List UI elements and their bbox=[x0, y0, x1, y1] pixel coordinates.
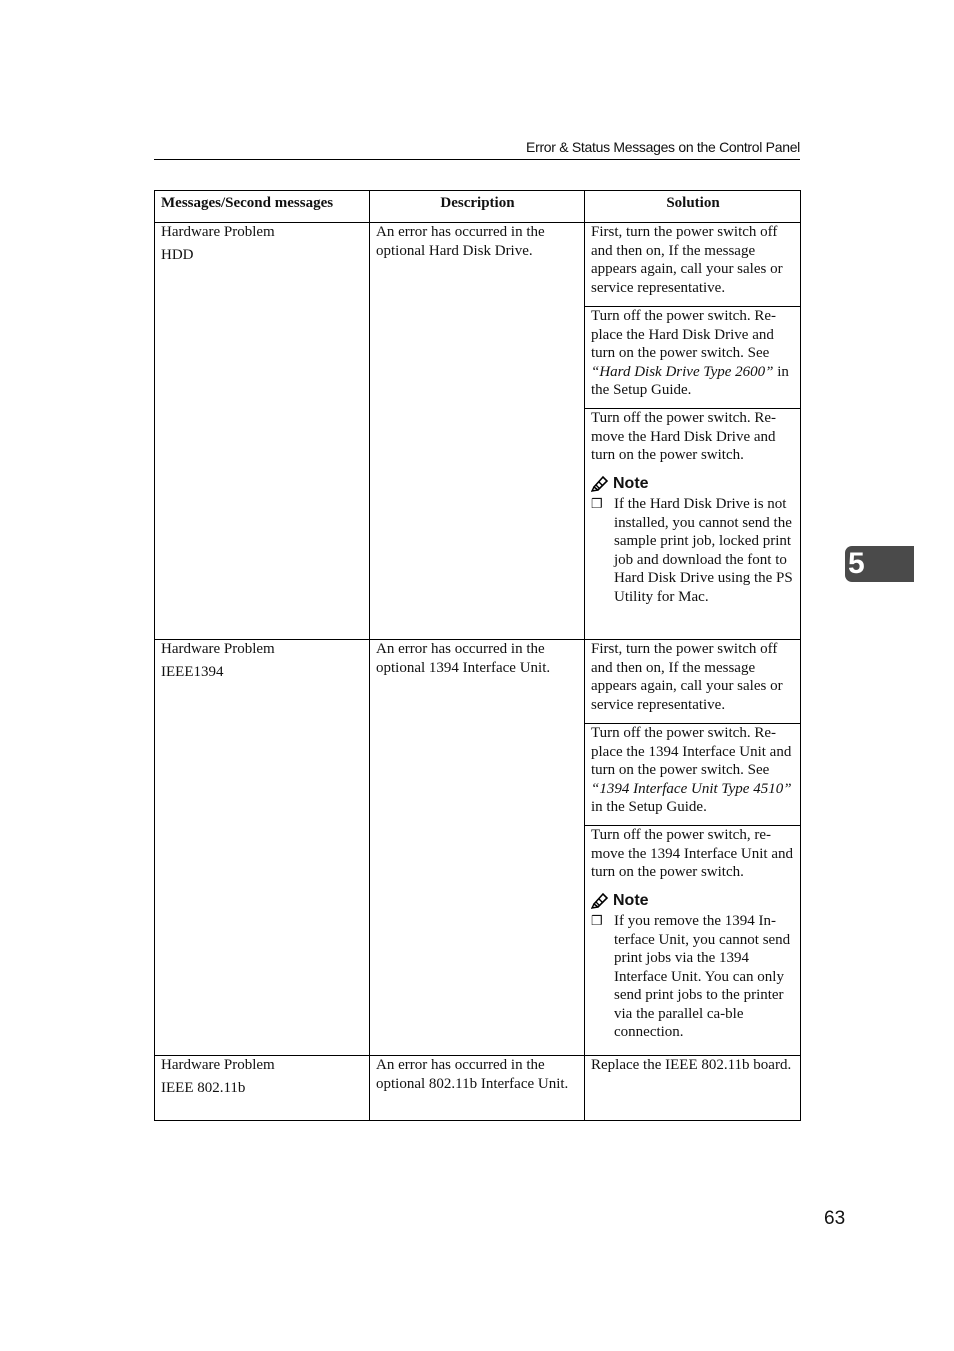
second-message-text: IEEE 802.11b bbox=[161, 1079, 246, 1096]
description-cell: An error has occurred in the optional 802.11b Interface Unit. bbox=[370, 1056, 585, 1121]
checkbox-bullet-icon: ❒ bbox=[591, 496, 603, 511]
second-message-text: HDD bbox=[161, 246, 194, 263]
table-row bbox=[155, 1056, 801, 1121]
column-header-description: Description bbox=[370, 191, 585, 223]
page-number: 63 bbox=[824, 1208, 846, 1229]
note-text: If you remove the 1394 In-terface Unit, you cannot send print jobs via the 1394 Interface Unit. You can only send print jobs to the printer via the parallel ca-ble connection. bbox=[614, 913, 791, 1040]
solution-text-end: in the Setup Guide. bbox=[591, 363, 789, 398]
column-header-messages: Messages/Second messages bbox=[155, 191, 370, 223]
chapter-tab bbox=[845, 546, 914, 582]
solution-cell bbox=[585, 724, 801, 826]
note-title: Note bbox=[613, 474, 649, 492]
message-text: Hardware Problem bbox=[161, 224, 275, 240]
description-cell: An error has occurred in the optional 1394 Interface Unit. bbox=[370, 640, 585, 1056]
pencil-note-icon bbox=[591, 475, 609, 492]
solution-text: Turn off the power switch. Re-move the Hard Disk Drive and turn on the power switch. bbox=[591, 410, 776, 463]
note-heading bbox=[591, 475, 795, 494]
column-header-solution: Solution bbox=[585, 191, 801, 223]
message-text: Hardware Problem bbox=[161, 641, 275, 657]
guide-reference: “Hard Disk Drive Type 2600” bbox=[591, 363, 774, 380]
solution-cell: First, turn the power switch off and then on, If the message appears again, call your sales or service representative. bbox=[585, 640, 801, 724]
checkbox-bullet-icon: ❒ bbox=[591, 913, 603, 928]
solution-text: Turn off the power switch. Re-place the Hard Disk Drive and turn on the power switch. See bbox=[591, 308, 776, 361]
message-text: Hardware Problem bbox=[161, 1057, 275, 1073]
table-header-row bbox=[155, 191, 801, 223]
note-item bbox=[591, 912, 795, 1042]
running-header: Error & Status Messages on the Control Panel bbox=[526, 139, 800, 155]
solution-cell bbox=[585, 826, 801, 1056]
solution-text: Turn off the power switch. Re-place the 1394 Interface Unit and turn on the power switch. See bbox=[591, 725, 792, 778]
error-messages-table bbox=[154, 190, 801, 1121]
solution-cell bbox=[585, 409, 801, 640]
solution-cell: Replace the IEEE 802.11b board. bbox=[585, 1056, 801, 1121]
second-message-text: IEEE1394 bbox=[161, 663, 224, 680]
guide-reference: “1394 Interface Unit Type 4510” bbox=[591, 780, 792, 797]
message-cell bbox=[155, 223, 370, 640]
pencil-note-icon bbox=[591, 892, 609, 909]
solution-text: Turn off the power switch, re-move the 1394 Interface Unit and turn on the power switch. bbox=[591, 827, 794, 880]
table-row bbox=[155, 640, 801, 724]
note-heading bbox=[591, 892, 795, 911]
note-title: Note bbox=[613, 891, 649, 909]
message-cell bbox=[155, 1056, 370, 1121]
message-cell bbox=[155, 640, 370, 1056]
note-text: If the Hard Disk Drive is not installed, you cannot send the sample print job, locked print job and download the font to Hard Disk Drive using the PS Utility for Mac. bbox=[614, 496, 793, 605]
note-item bbox=[591, 495, 795, 606]
solution-cell: First, turn the power switch off and then on, If the message appears again, call your sales or service representative. bbox=[585, 223, 801, 307]
description-cell: An error has occurred in the optional Hard Disk Drive. bbox=[370, 223, 585, 640]
chapter-number: 5 bbox=[848, 547, 865, 580]
header-rule bbox=[154, 159, 800, 160]
table-row bbox=[155, 223, 801, 307]
solution-cell bbox=[585, 307, 801, 409]
solution-text-end: in the Setup Guide. bbox=[591, 799, 707, 815]
